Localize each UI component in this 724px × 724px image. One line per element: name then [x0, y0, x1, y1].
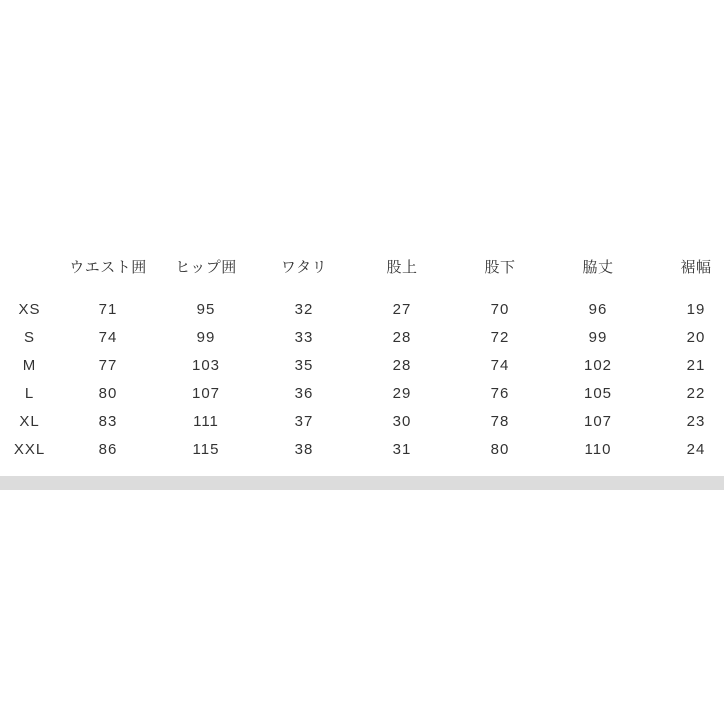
table-row — [0, 351, 724, 379]
measurement-cell: 76 — [490, 384, 510, 402]
measurement-cell: 80 — [98, 384, 118, 402]
measurement-cell: 72 — [490, 328, 510, 346]
measurement-cell: 19 — [686, 300, 706, 318]
measurement-cell: 24 — [686, 440, 706, 458]
measurement-cell: 74 — [98, 328, 118, 346]
measurement-cell: 20 — [686, 328, 706, 346]
measurement-cell: 35 — [294, 356, 314, 374]
column-header-2: ワタリ — [280, 259, 328, 276]
measurement-cell: 37 — [294, 412, 314, 430]
measurement-cell: 22 — [686, 384, 706, 402]
measurement-cell: 21 — [686, 356, 706, 374]
measurement-cell: 71 — [98, 300, 118, 318]
measurement-cell: 83 — [98, 412, 118, 430]
measurement-cell: 70 — [490, 300, 510, 318]
measurement-cell: 115 — [192, 440, 220, 458]
size-label: S — [23, 328, 35, 346]
measurement-cell: 80 — [490, 440, 510, 458]
measurement-cell: 23 — [686, 412, 706, 430]
measurement-cell: 29 — [392, 384, 412, 402]
measurement-cell: 95 — [196, 300, 216, 318]
size-label: XL — [19, 412, 40, 430]
measurement-cell: 74 — [490, 356, 510, 374]
measurement-cell: 31 — [392, 440, 412, 458]
measurement-cell: 86 — [98, 440, 118, 458]
measurement-cell: 110 — [584, 440, 612, 458]
measurement-cell: 99 — [196, 328, 216, 346]
corner-cell — [0, 256, 59, 295]
size-chart-body — [0, 295, 724, 463]
measurement-cell: 27 — [392, 300, 412, 318]
table-row — [0, 295, 724, 323]
measurement-cell: 28 — [392, 328, 412, 346]
size-label: XXL — [13, 440, 46, 458]
measurement-cell: 78 — [490, 412, 510, 430]
measurement-cell: 107 — [191, 384, 221, 402]
measurement-cell: 107 — [583, 412, 613, 430]
size-label: L — [24, 384, 35, 402]
column-header-0: ウエスト囲 — [69, 259, 147, 276]
measurement-cell: 105 — [583, 384, 613, 402]
measurement-cell: 96 — [588, 300, 608, 318]
measurement-cell: 36 — [294, 384, 314, 402]
table-row — [0, 435, 724, 463]
horizontal-scrollbar[interactable] — [0, 476, 724, 490]
measurement-cell: 111 — [193, 412, 219, 430]
measurement-cell: 102 — [583, 356, 613, 374]
measurement-cell: 32 — [294, 300, 314, 318]
measurement-cell: 30 — [392, 412, 412, 430]
column-header-1: ヒップ囲 — [175, 259, 237, 276]
size-chart-header — [0, 256, 724, 295]
size-label: M — [22, 356, 37, 374]
measurement-cell: 33 — [294, 328, 314, 346]
size-chart-table — [0, 256, 724, 463]
measurement-cell: 103 — [191, 356, 221, 374]
column-header-3: 股上 — [386, 259, 418, 276]
table-row — [0, 379, 724, 407]
column-header-6: 裾幅 — [680, 259, 712, 276]
measurement-cell: 77 — [98, 356, 118, 374]
size-chart-scroll-area[interactable] — [0, 256, 724, 463]
table-row — [0, 323, 724, 351]
header-row — [0, 256, 724, 295]
measurement-cell: 28 — [392, 356, 412, 374]
size-label: XS — [18, 300, 41, 318]
column-header-4: 股下 — [484, 259, 516, 276]
column-header-5: 脇丈 — [582, 259, 614, 276]
table-row — [0, 407, 724, 435]
measurement-cell: 38 — [294, 440, 314, 458]
measurement-cell: 99 — [588, 328, 608, 346]
